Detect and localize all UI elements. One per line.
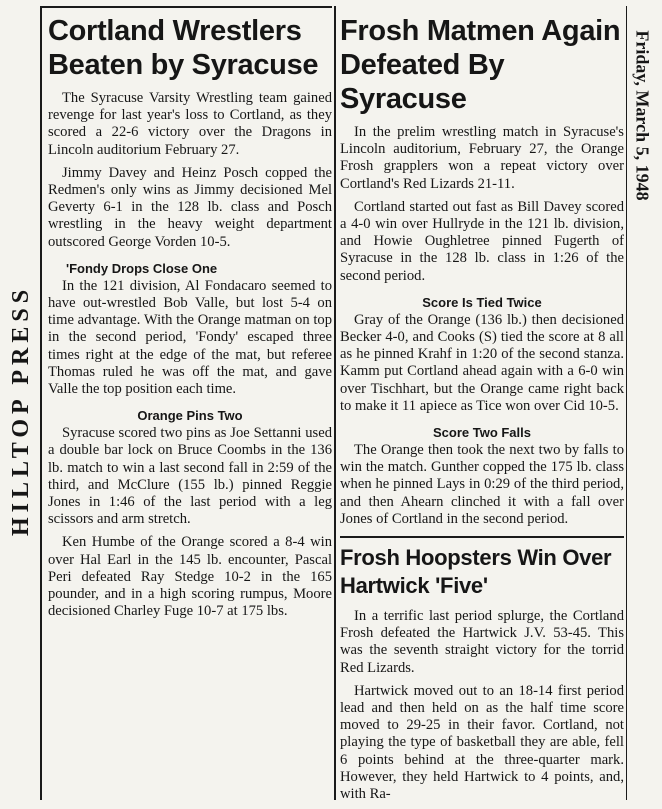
left-paragraph: Syracuse scored two pins as Joe Settanni used a double bar lock on Bruce Coombs in the 136 lb. match to win a last second fall in 2:59 of the third, and McClure (155 lb.) pinned Reggie Jones in 1:46 of the last period with a leg scissors and arm stretch. bbox=[48, 425, 332, 528]
left-paragraph: Jimmy Davey and Heinz Posch copped the Redmen's only wins as Jimmy decisioned Mel Geverty 6-1 in the 128 lb. class and Posch wrestling in the heavy weight department outscored George Vorden 10-5. bbox=[48, 164, 332, 250]
right-headline-hoopsters: Frosh Hoopsters Win Over Hartwick 'Five' bbox=[340, 545, 612, 599]
rule-column-divider bbox=[334, 6, 336, 800]
right-subhead-tied: Score Is Tied Twice bbox=[422, 294, 542, 310]
right-paragraph: Hartwick moved out to an 18-14 first period lead and then held on as the half time score moved to 29-25 in their favor. Cortland, not playing the type of basketball they are able, fell 6 points behind at the three-quarter mark. However, they held Hartwick to 4 points, and, with Ra- bbox=[340, 682, 624, 803]
right-subhead-falls: Score Two Falls bbox=[432, 425, 531, 441]
left-article bbox=[48, 12, 332, 626]
dateline-text: Friday, March 5, 1948 bbox=[632, 29, 653, 201]
article-separator bbox=[340, 536, 624, 538]
left-paragraph: The Syracuse Varsity Wrestling team gained revenge for last year's loss to Cortland, as they scored a 22-6 victory over the Dragons in Lincoln auditorium February 27. bbox=[48, 90, 332, 158]
masthead bbox=[8, 240, 36, 580]
right-paragraph: In the prelim wrestling match in Syracuse's Lincoln auditorium, February 27, the Orange Frosh grapplers won a repeat victory over Cortland's Red Lizards 21-11. bbox=[340, 124, 624, 192]
right-paragraph: Cortland started out fast as Bill Davey scored a 4-0 win over Hullryde in the 121 lb. division, and Howie Oughletree pinned Fugerth of Syracuse in the 128 lb. class in 1:26 of the second period. bbox=[340, 198, 624, 284]
right-paragraph: Gray of the Orange (136 lb.) then decisioned Becker 4-0, and Cooks (S) tied the score at 8 all as he pinned Krahf in 1:20 of the second stanza. Kamm put Cortland ahead again with a 6-0 win over Tischhart, but the Orange came right back to make it 11 apiece as Tice won over Cid 10-5. bbox=[340, 311, 624, 414]
rule-top-left bbox=[40, 6, 332, 8]
right-paragraph: The Orange then took the next two by falls to win the match. Gunther copped the 175 lb. class when he pinned Lays in 0:29 of the third period, and then Ahearn clinched it with a fall over Jones of Cortland in the second period. bbox=[340, 442, 624, 527]
left-subhead-pins: Orange Pins Two bbox=[137, 408, 243, 424]
left-paragraph: In the 121 division, Al Fondacaro seemed to have out-wrestled Bob Valle, but lost 5-4 on time advantage. With the Orange matman on top in the second period, 'Fondy' escaped three times right at the edge of the mat, but referee Thomas ruled he was off the mat, and gave Valle the top position each time. bbox=[48, 277, 332, 398]
right-paragraph: In a terrific last period splurge, the Cortland Frosh defeated the Hartwick J.V. 53-45. This was the seventh straight victory for the torrid Red Lizards. bbox=[340, 608, 624, 676]
dateline bbox=[627, 10, 657, 220]
rule-left-edge bbox=[40, 6, 42, 800]
right-article bbox=[340, 12, 624, 809]
right-headline: Frosh Matmen Again Defeated By Syracuse bbox=[340, 15, 621, 115]
left-headline: Cortland Wrestlers Beaten by Syracuse bbox=[48, 15, 319, 81]
left-paragraph: Ken Humbe of the Orange scored a 8-4 win over Hal Earl in the 145 lb. encounter, Pascal Peri defeated Ray Stedge 10-2 in the 165 pounder, and in a high scoring rumpus, Moore decisioned Charley Fuge 10-7 at 175 lbs. bbox=[48, 534, 332, 620]
masthead-text: HILLTOP PRESS bbox=[8, 284, 35, 536]
left-subhead-fondy: 'Fondy Drops Close One bbox=[66, 260, 218, 276]
